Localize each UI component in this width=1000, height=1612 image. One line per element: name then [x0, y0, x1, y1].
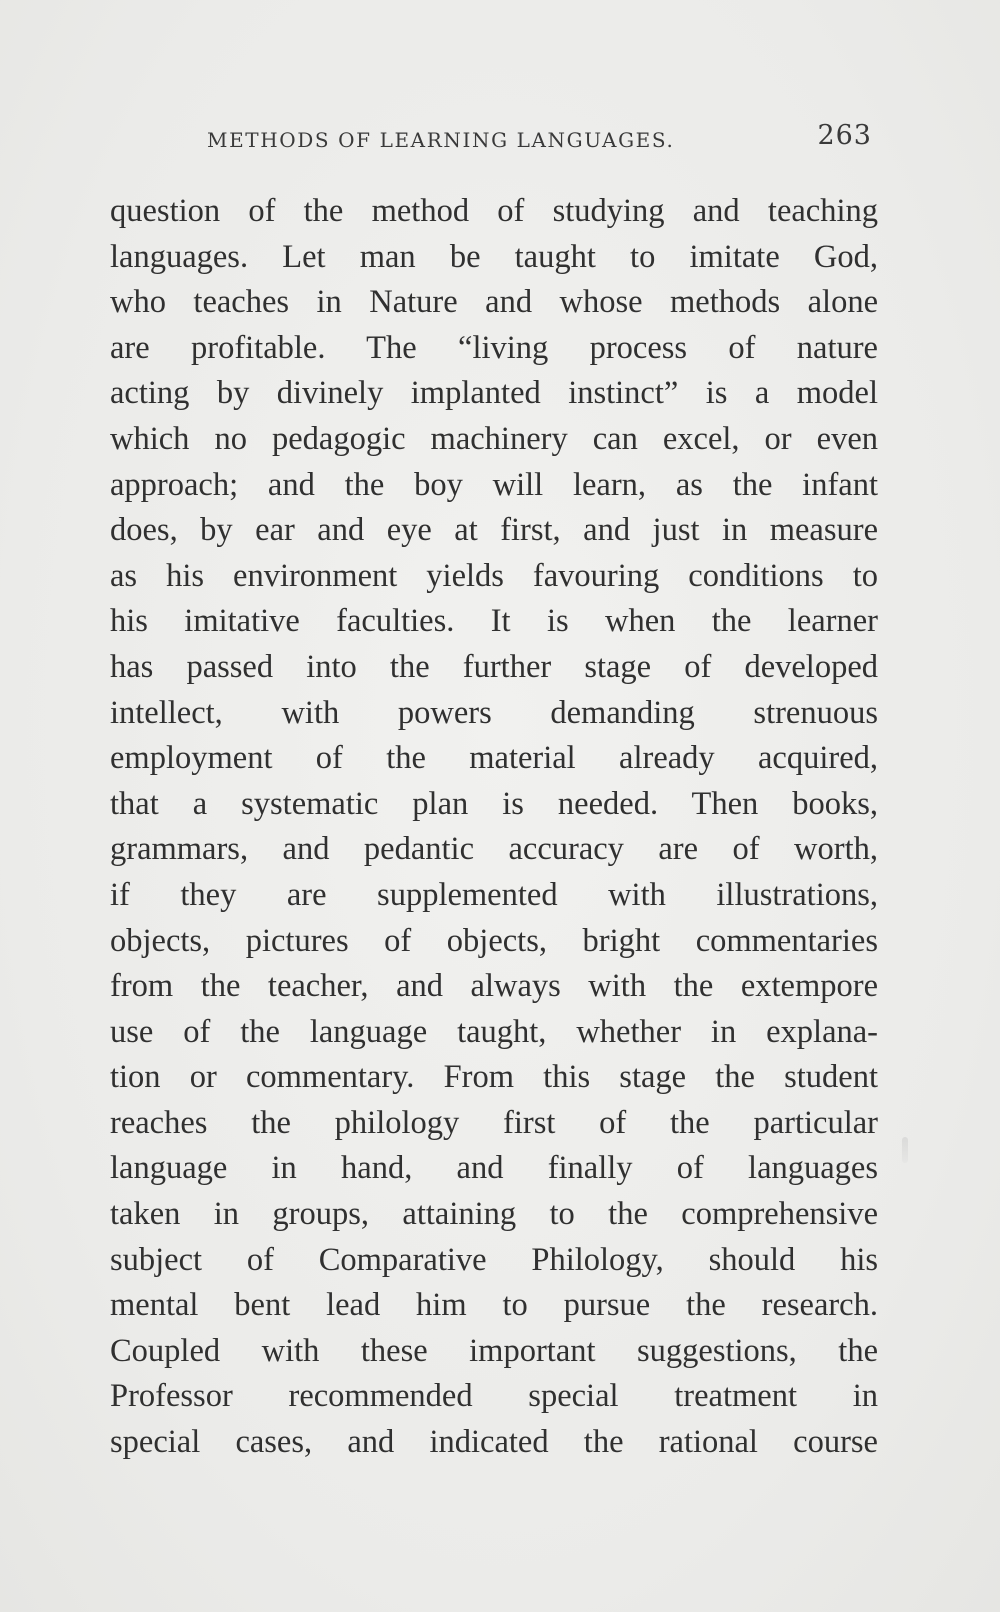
page-number: 263	[817, 120, 872, 151]
text-line: subject of Comparative Philology, should his	[110, 1241, 878, 1278]
text-line: approach; and the boy will learn, as the infant	[110, 466, 878, 503]
text-line: languages. Let man be taught to imitate God,	[110, 238, 878, 275]
text-line: reaches the philology first of the particular	[110, 1104, 878, 1141]
text-line: intellect, with powers demanding strenuous	[110, 694, 878, 731]
text-line: does, by ear and eye at first, and just in measure	[110, 512, 878, 549]
running-head	[207, 118, 872, 158]
text-line: if they are supplemented with illustrations,	[110, 876, 878, 913]
text-line: has passed into the further stage of developed	[110, 648, 878, 685]
running-title: METHODS OF LEARNING LANGUAGES.	[207, 128, 675, 152]
text-line: acting by divinely implanted instinct” is a model	[110, 375, 878, 412]
text-line: as his environment yields favouring conditions to	[110, 557, 878, 594]
text-line: language in hand, and finally of languages	[110, 1150, 878, 1187]
text-line: question of the method of studying and teaching	[110, 193, 878, 229]
paper-blemish	[902, 1137, 908, 1163]
text-line: mental bent lead him to pursue the research.	[110, 1287, 878, 1324]
text-line: are profitable. The “living process of nature	[110, 329, 878, 366]
text-line: his imitative faculties. It is when the learner	[110, 603, 878, 640]
text-line: grammars, and pedantic accuracy are of worth,	[110, 831, 878, 868]
text-line: employment of the material already acquired,	[110, 740, 878, 777]
text-line: objects, pictures of objects, bright commentaries	[110, 922, 878, 959]
body-text	[110, 189, 878, 1466]
text-line: tion or commentary. From this stage the student	[110, 1059, 878, 1096]
text-line: use of the language taught, whether in explana-	[110, 1013, 878, 1050]
text-line: special cases, and indicated the rational course	[110, 1424, 878, 1461]
text-line: from the teacher, and always with the extempore	[110, 968, 878, 1005]
text-line: taken in groups, attaining to the comprehensive	[110, 1196, 878, 1233]
text-line: Coupled with these important suggestions, the	[110, 1332, 878, 1369]
text-line: Professor recommended special treatment in	[110, 1378, 878, 1415]
text-line: who teaches in Nature and whose methods alone	[110, 284, 878, 321]
text-line: which no pedagogic machinery can excel, or even	[110, 420, 878, 457]
text-line: that a systematic plan is needed. Then books,	[110, 785, 878, 822]
